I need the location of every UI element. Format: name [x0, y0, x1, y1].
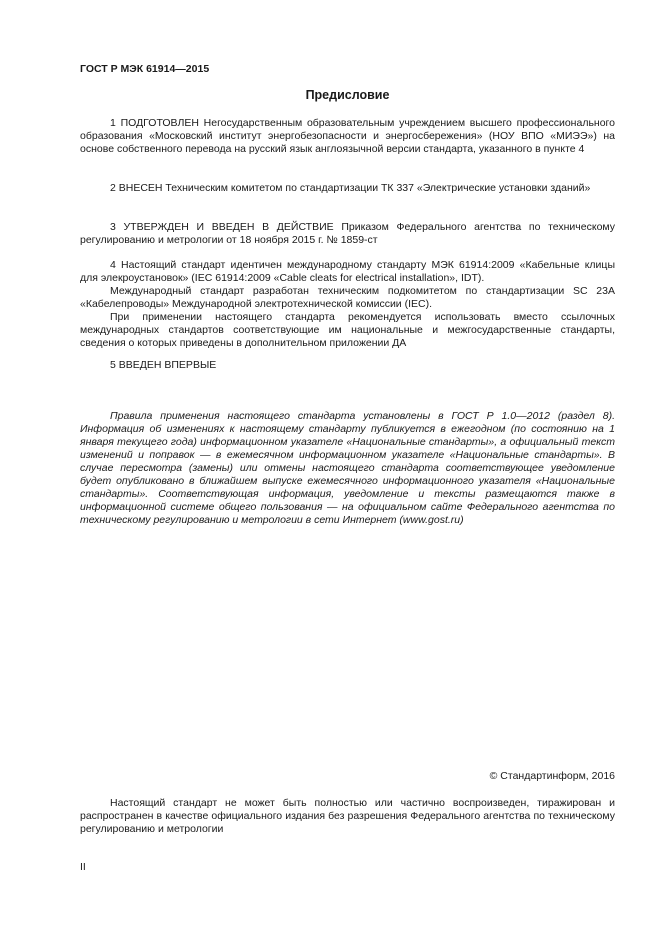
section-1: [80, 117, 615, 156]
reproduction-notice: [80, 797, 615, 836]
reproduction-notice-text: Настоящий стандарт не может быть полностью или частично воспроизведен, тиражирован и распространен в качестве официального издания без разрешения Федерального агентства по техническому регулированию и метрологии: [80, 797, 615, 835]
page-number: II: [80, 861, 86, 873]
section-3-text: 3 УТВЕРЖДЕН И ВВЕДЕН В ДЕЙСТВИЕ Приказом Федерального агентства по техническому регулированию и метрологии от 18 ноября 2015 г. № 1859-ст: [80, 221, 615, 246]
page-title: Предисловие: [305, 88, 390, 102]
copyright: © Стандартинформ, 2016: [489, 770, 615, 782]
section-5-text: 5 ВВЕДЕН ВПЕРВЫЕ: [110, 359, 217, 371]
section-3: [80, 221, 615, 247]
section-4: [80, 259, 615, 350]
document-code: ГОСТ Р МЭК 61914—2015: [80, 63, 210, 75]
usage-notice: [80, 410, 615, 527]
section-4-paragraph-3: При применении настоящего стандарта рекомендуется использовать вместо ссылочных международных стандартов соответствующие им национальные и межгосударственные стандарты, сведения о которых приведены в дополнительном приложении ДА: [80, 311, 615, 349]
section-5: [80, 359, 615, 372]
section-4-paragraph-2: Международный стандарт разработан техническим подкомитетом по стандартизации SC 23A «Кабелепроводы» Международной электротехнической комиссии (IEC).: [80, 285, 615, 310]
section-2: [80, 182, 615, 195]
usage-notice-text: Правила применения настоящего стандарта установлены в ГОСТ Р 1.0—2012 (раздел 8). Информация об изменениях к настоящему стандарту публикуется в ежегодном (по состоянию на 1 января текущего года) информационном указателе «Национальные стандарты», а официальный текст изменений и поправок — в ежемесячном информационном указателе «Национальные стандарты». В случае пересмотра (замены) или отмены настоящего стандарта соответствующее уведомление будет опубликовано в ближайшем выпуске ежемесячного информационного указателя «Национальные стандарты». Соответствующая информация, уведомление и тексты размещаются также в информационной системе общего пользования — на официальном сайте Федерального агентства по техническому регулированию и метрологии в сети Интернет (www.gost.ru): [80, 410, 615, 526]
section-1-text: 1 ПОДГОТОВЛЕН Негосударственным образовательным учреждением высшего профессионального образования «Московский институт энергобезопасности и энергосбережения» (НОУ ВПО «МИЭЭ») на основе собственного перевода на русский язык англоязычной версии стандарта, указанного в пункте 4: [80, 117, 615, 155]
section-2-text: 2 ВНЕСЕН Техническим комитетом по стандартизации ТК 337 «Электрические установки зданий»: [110, 182, 591, 194]
section-4-paragraph-1: 4 Настоящий стандарт идентичен международному стандарту МЭК 61914:2009 «Кабельные клицы для элекроустановок» (IEC 61914:2009 «Cable cleats for electrical installation», IDT).: [80, 259, 615, 284]
